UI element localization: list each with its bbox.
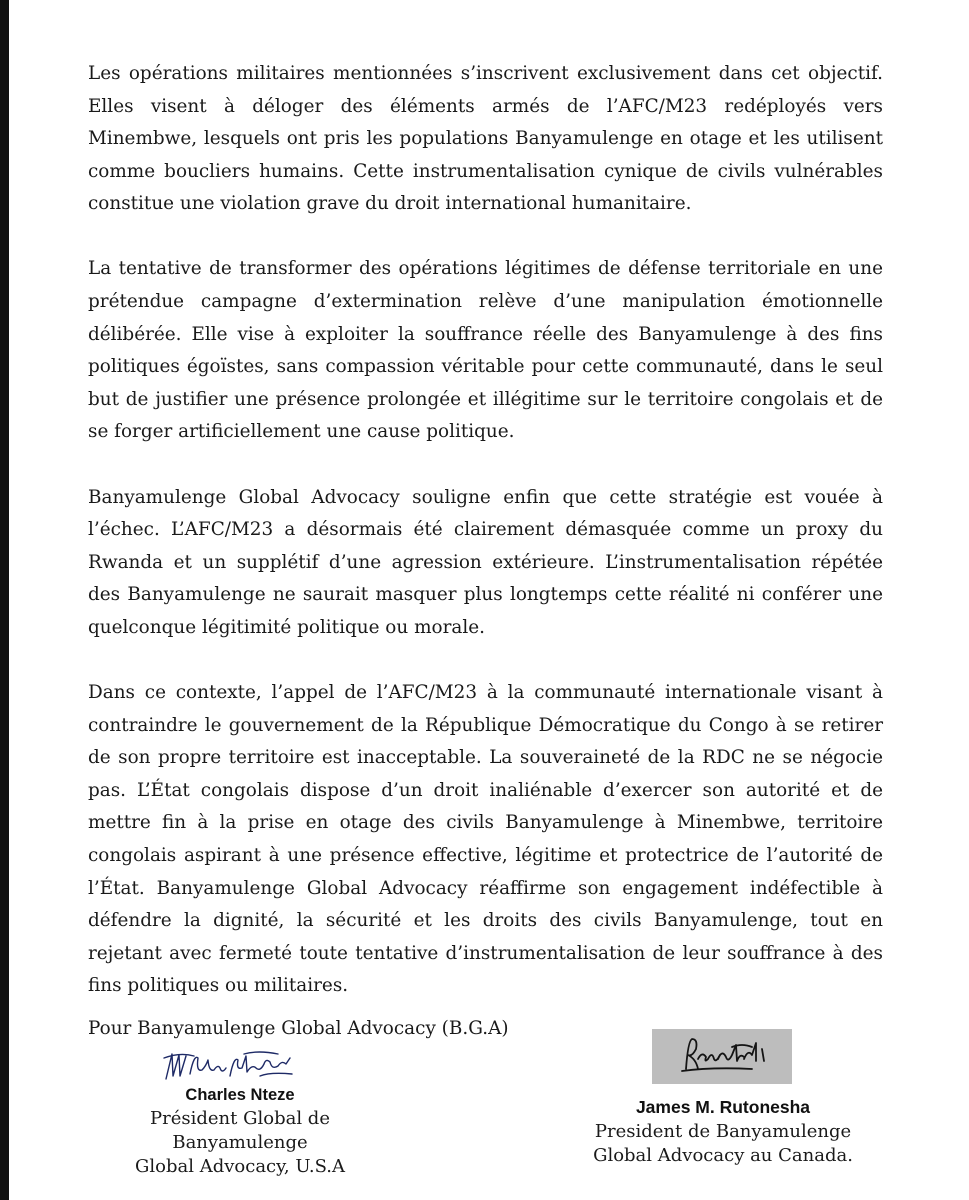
- signatory-left-title-1: Président Global de Banyamulenge: [150, 1108, 330, 1153]
- paragraph-1: Les opérations militaires mentionnées s’inscrivent exclusivement dans cet objectif. Elles visent à déloger des éléments armés de l’AFC/M23 redéployés vers Minembwe, lesquels ont pris les populations Banyamulenge en otage et les utilisent comme boucliers humains. Cette instrumentalisation cynique de civils vulnérables constitue une violation grave du droit international humanitaire.: [88, 63, 883, 215]
- paragraph-3: Banyamulenge Global Advocacy souligne enfin que cette stratégie est vouée à l’échec. L’AFC/M23 a désormais été clairement démasquée comme un proxy du Rwanda et un supplétif d’une agression extérieure. L’instrumentalisation répétée des Banyamulenge ne saurait masquer plus longtemps cette réalité ni conférer une quelconque légitimité politique ou morale.: [88, 486, 883, 638]
- signatory-left-title-2: Global Advocacy, U.S.A: [135, 1156, 345, 1177]
- signatory-right-name: James M. Rutonesha: [635, 1097, 811, 1117]
- signatory-left-name: Charles Nteze: [185, 1086, 295, 1104]
- signatory-left: [80, 1083, 400, 1179]
- paragraph-4: Dans ce contexte, l’appel de l’AFC/M23 à la communauté internationale visant à contraindre le gouvernement de la République Démocratique du Congo à se retirer de son propre territoire est inacceptable. La souveraineté de la RDC ne se négocie pas. L’État congolais dispose d’un droit inaliénable d’exercer son autorité et de mettre fin à la prise en otage des civils Banyamulenge à Minembwe, territoire congolais aspirant à une présence effective, légitime et protectrice de l’autorité de l’État. Banyamulenge Global Advocacy réaffirme son engagement indéfectible à défendre la dignité, la sécurité et les droits des civils Banyamulenge, tout en rejetant avec fermeté toute tentative d’instrumentalisation de leur souffrance à des fins politiques ou militaires.: [88, 682, 883, 997]
- signatory-right-title-2: Global Advocacy au Canada.: [593, 1145, 853, 1166]
- paragraph-2: La tentative de transformer des opérations légitimes de défense territoriale en une prétendue campagne d’extermination relève d’une manipulation émotionnelle délibérée. Elle vise à exploiter la souffrance réelle des Banyamulenge à des fins politiques égoïstes, sans compassion véritable pour cette communauté, dans le seul but de justifier une présence prolongée et illégitime sur le territoire congolais et de se forger artificiellement une cause politique.: [88, 258, 883, 443]
- letter-body: [88, 58, 883, 1035]
- left-border-strip: [0, 0, 9, 1200]
- signature-james-rutonesha: [652, 1029, 792, 1084]
- signature-charles-nteze: [160, 1046, 300, 1086]
- signatory-right: [568, 1094, 878, 1168]
- signatory-right-title-1: President de Banyamulenge: [594, 1121, 852, 1142]
- closing-line: Pour Banyamulenge Global Advocacy (B.G.A): [88, 1018, 509, 1039]
- signature-box-james-rutonesha: [652, 1029, 792, 1084]
